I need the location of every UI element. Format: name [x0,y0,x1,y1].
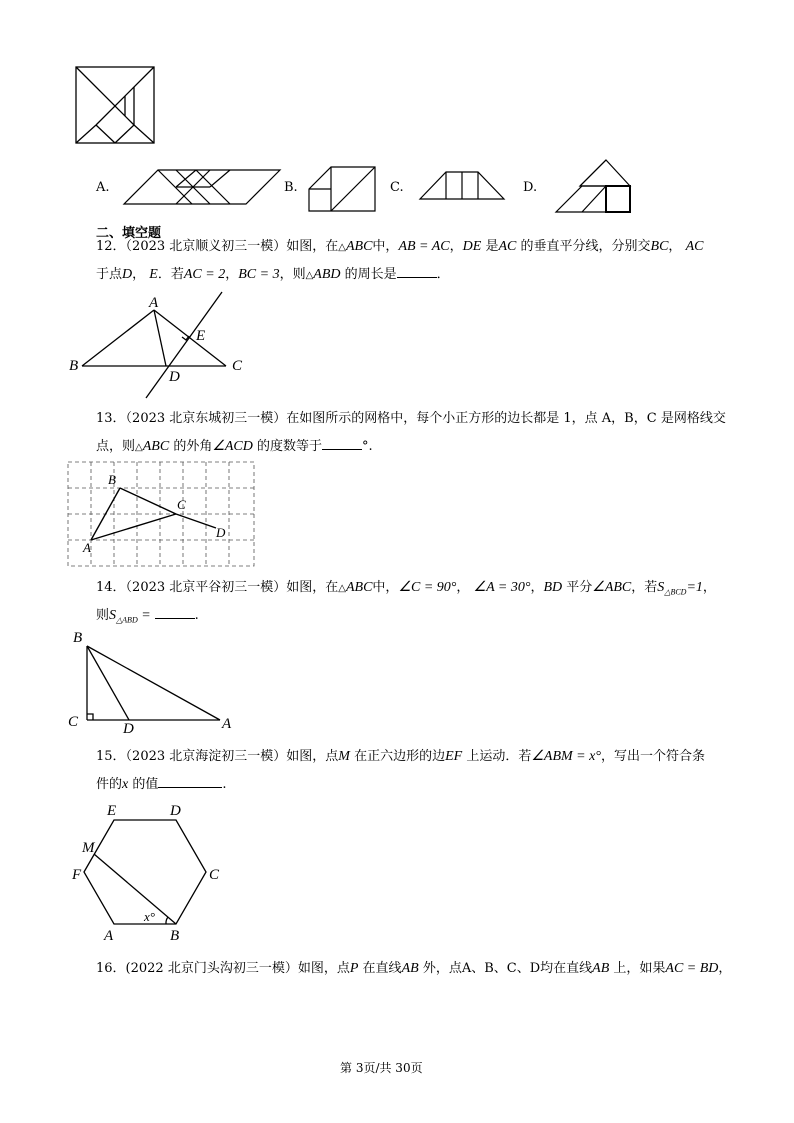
q15-label-e: E [107,803,117,819]
q14-line1: 14．（2023 北京平谷初三一模）如图，在△ABC中，∠C = 90°， ∠A = 30°，BD 平分∠ABC，若$S_{\triangle BCD}=1$， [96,580,716,597]
option-b-figure [309,167,379,213]
option-d-figure [556,160,632,214]
q12-label-a: A [149,295,159,311]
q13-grid-figure [68,462,258,572]
q15-line2: 件的x 的值 . [96,771,227,799]
page-footer: 第 3页/共 30页 [340,1061,423,1075]
q12-answer-blank[interactable] [397,263,437,278]
option-a-label: A. [96,180,110,195]
option-d-label: D. [523,180,538,195]
q14-line2: 则$S_{\triangle ABD}$ = . [96,602,199,635]
option-a-figure [124,170,284,206]
q13-answer-blank[interactable] [322,435,362,450]
q12-line2: 于点D， E．若AC = 2，BC = 3，则△ABD 的周长是 ． [96,261,450,290]
q13-line1: 13．（2023 北京东城初三一模）在如图所示的网格中，每个小正方形的边长都是 1，点 A，B，C 是网格线交 [96,411,726,426]
q15-label-b: B [170,928,180,944]
q15-label-m: M [82,840,95,856]
q14-label-c: C [68,714,79,730]
q15-label-c: C [209,867,220,883]
q14-figure [84,644,224,724]
q13-label-d: D [216,525,226,540]
q13-label-c: C [177,497,186,512]
q15-answer-blank[interactable] [158,773,222,788]
option-c-label: C. [390,180,404,195]
tangram-square-figure [76,67,156,145]
q15-line1: 15．（2023 北京海淀初三一模）如图，点M 在正六边形的边EF 上运动．若∠ABM = x°，写出一个符合条 [96,749,705,764]
q15-label-f: F [72,867,82,883]
q12-label-e: E [196,328,206,344]
q15-label-d: D [170,803,181,819]
q14-answer-blank[interactable] [155,604,195,619]
option-c-figure [420,172,506,202]
q12-label-d: D [169,369,180,385]
option-b-label: B. [284,180,298,195]
q13-label-b: B [108,472,116,487]
q13-line2: 点，则△ABC 的外角∠ACD 的度数等于 °. [96,433,373,462]
q15-label-x: x° [144,909,155,924]
q14-label-d: D [123,721,134,737]
q13-label-a: A [83,540,91,555]
q12-label-c: C [232,358,243,374]
q12-label-b: B [69,358,79,374]
q14-label-b: B [73,630,83,646]
q14-label-a: A [222,716,232,732]
q16-line1: 16．(2022 北京门头沟初三一模）如图，点P 在直线AB 外，点A、B、C、D均在直线AB 上，如果AC = BD， [96,961,732,976]
section-title: 二、填空题 [96,226,162,241]
q15-label-a: A [104,928,114,944]
q12-line1: 12．（2023 北京顺义初三一模）如图，在△ABC中，AB = AC，DE 是AC 的垂直平分线，分别交BC， AC [96,239,704,254]
